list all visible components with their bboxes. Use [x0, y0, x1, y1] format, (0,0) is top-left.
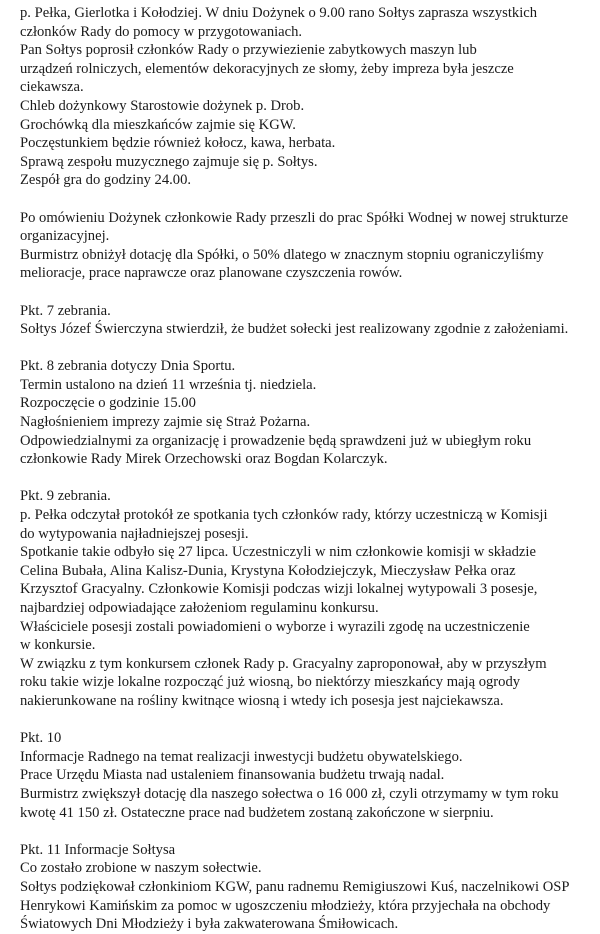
paragraph — [20, 4, 582, 190]
text-line: Poczęstunkiem będzie również kołocz, kawa, herbata. — [20, 135, 336, 152]
document-body — [20, 4, 582, 934]
text-line: Rozpoczęcie o godzinie 15.00 — [20, 395, 196, 412]
text-line: roku takie wizje lokalne rozpocząć już wiosną, bo niektórzy mieszkańcy mają ogrody — [20, 674, 521, 691]
paragraph-gap — [20, 190, 582, 209]
paragraph-gap — [20, 339, 582, 358]
paragraph-gap — [20, 469, 582, 488]
text-line: Burmistrz obniżył dotację dla Spółki, o 50% dlatego w znacznym stopniu ograniczyliśmy — [20, 246, 544, 263]
text-line: Nagłośnieniem imprezy zajmie się Straż Pożarna. — [20, 414, 311, 431]
text-line: Informacje Radnego na temat realizacji inwestycji budżetu obywatelskiego. — [20, 748, 463, 765]
text-line: urządzeń rolniczych, elementów dekoracyjnych ze słomy, żeby impreza była jeszcze — [20, 60, 514, 77]
text-line: Pkt. 11 Informacje Sołtysa — [20, 841, 176, 858]
text-line: organizacyjnej. — [20, 228, 110, 245]
paragraph — [20, 841, 582, 934]
text-line: Sołtys podziękował członkiniom KGW, panu radnemu Remigiuszowi Kuś, naczelnikowi OSP — [20, 878, 570, 895]
text-line: członków Rady do pomocy w przygotowaniach. — [20, 23, 303, 40]
text-line: Sprawą zespołu muzycznego zajmuje się p. Sołtys. — [20, 153, 318, 170]
text-line: nakierunkowane na rośliny kwitnące wiosną i wtedy ich posesja jest najciekawsza. — [20, 692, 504, 709]
text-line: do wytypowania najładniejszej posesji. — [20, 525, 249, 542]
text-line: Celina Bubała, Alina Kalisz-Dunia, Krystyna Kołodziejczyk, Mieczysław Pełka oraz — [20, 562, 516, 579]
text-line: W związku z tym konkursem członek Rady p. Gracyalny zaproponował, aby w przyszłym — [20, 655, 547, 672]
paragraph-gap — [20, 711, 582, 730]
text-line: melioracje, prace naprawcze oraz planowane czyszczenia rowów. — [20, 265, 403, 282]
text-line: członkowie Rady Mirek Orzechowski oraz Bogdan Kolarczyk. — [20, 451, 388, 468]
paragraph — [20, 302, 582, 339]
text-line: Co zostało zrobione w naszym sołectwie. — [20, 860, 262, 877]
text-line: Zespół gra do godziny 24.00. — [20, 172, 192, 189]
text-line: Pkt. 8 zebrania dotyczy Dnia Sportu. — [20, 358, 236, 375]
paragraph — [20, 729, 582, 822]
paragraph-gap — [20, 283, 582, 302]
text-line: Burmistrz zwiększył dotację dla naszego sołectwa o 16 000 zł, czyli otrzymamy w tym roku — [20, 785, 559, 802]
text-line: Spotkanie takie odbyło się 27 lipca. Uczestniczyli w nim członkowie komisji w składzie — [20, 544, 536, 561]
paragraph — [20, 357, 582, 469]
text-line: p. Pełka odczytał protokół ze spotkania tych członków rady, którzy uczestniczą w Komisji — [20, 507, 548, 524]
text-line: w konkursie. — [20, 637, 96, 654]
paragraph-gap — [20, 822, 582, 841]
text-line: Światowych Dni Młodzieży i była zakwaterowana Śmiłowicach. — [20, 916, 399, 933]
text-line: kwotę 41 150 zł. Ostateczne prace nad budżetem zostaną zakończone w sierpniu. — [20, 804, 494, 821]
text-line: p. Pełka, Gierlotka i Kołodziej. W dniu Dożynek o 9.00 rano Sołtys zaprasza wszystkich — [20, 5, 538, 21]
text-line: najbardziej odpowiadające założeniom regulaminu konkursu. — [20, 600, 379, 616]
text-line: Henrykowi Kamińskim za pomoc w ugoszczeniu młodzieży, która przyjechała na obchody — [20, 897, 551, 914]
text-line: Prace Urzędu Miasta nad ustaleniem finansowania budżetu trwają nadal. — [20, 767, 445, 784]
text-line: Sołtys Józef Świerczyna stwierdził, że budżet sołecki jest realizowany zgodnie z założeniami. — [20, 321, 569, 338]
text-line: Właściciele posesji zostali powiadomieni o wyborze i wyrazili zgodę na uczestniczenie — [20, 618, 530, 635]
text-line: Po omówieniu Dożynek członkowie Rady przeszli do prac Spółki Wodnej w nowej strukturze — [20, 209, 569, 226]
text-line: Pan Sołtys poprosił członków Rady o przywiezienie zabytkowych maszyn lub — [20, 42, 477, 59]
text-line: Chleb dożynkowy Starostowie dożynek p. Drob. — [20, 97, 305, 114]
text-line: Pkt. 7 zebrania. — [20, 302, 111, 319]
text-line: ciekawsza. — [20, 79, 84, 96]
text-line: Termin ustalono na dzień 11 września tj. niedziela. — [20, 376, 317, 393]
paragraph — [20, 487, 582, 710]
text-line: Pkt. 9 zebrania. — [20, 488, 111, 505]
text-line: Grochówką dla mieszkańców zajmie się KGW. — [20, 116, 296, 133]
paragraph — [20, 209, 582, 283]
text-line: Krzysztof Gracyalny. Członkowie Komisji podczas wizji lokalnej wytypowali 3 posesje, — [20, 581, 538, 598]
text-line: Pkt. 10 — [20, 730, 62, 747]
text-line: Odpowiedzialnymi za organizację i prowadzenie będą sprawdzeni już w ubiegłym roku — [20, 432, 532, 449]
